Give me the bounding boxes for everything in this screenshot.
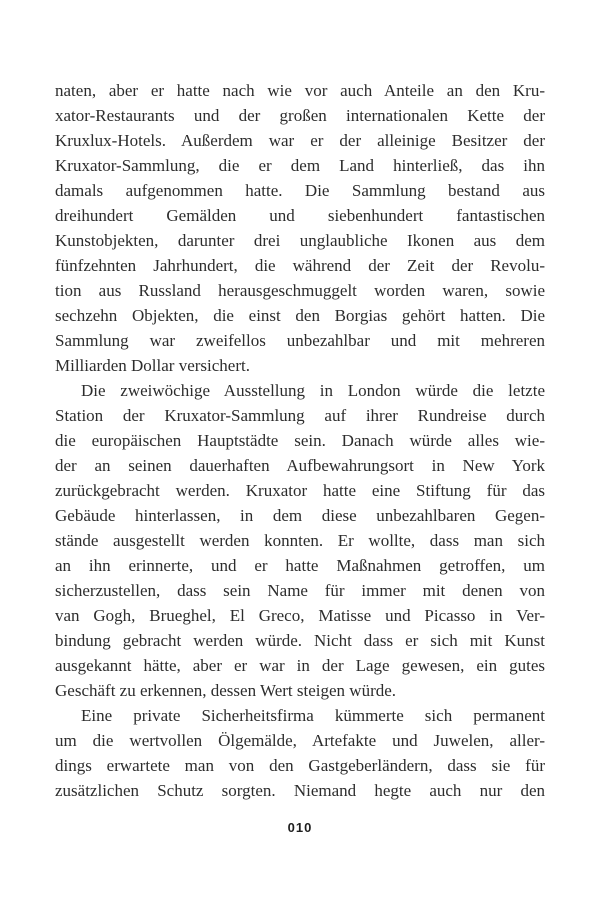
text-line: Gebäude hinterlassen, in dem diese unbezahlbaren Gegen- (55, 506, 545, 525)
text-line: zusätzlichen Schutz sorgten. Niemand hegte auch nur den (55, 781, 545, 800)
text-line: Geschäft zu erkennen, dessen Wert steigen würde. (55, 681, 397, 700)
text-line: Kruxator-Sammlung, die er dem Land hinterließ, das ihn (55, 156, 545, 175)
text-line: tion aus Russland herausgeschmuggelt worden waren, sowie (55, 281, 545, 300)
text-line: Eine private Sicherheitsfirma kümmerte sich permanent (81, 706, 545, 725)
text-line: Die zweiwöchige Ausstellung in London würde die letzte (81, 381, 545, 400)
text-line: um die wertvollen Ölgemälde, Artefakte und Juwelen, aller- (55, 731, 545, 750)
text-line: die europäischen Hauptstädte sein. Danach würde alles wie- (55, 431, 545, 450)
text-line: stände ausgestellt werden konnten. Er wollte, dass man sich (55, 531, 545, 550)
page-text-block (55, 78, 545, 803)
text-line: dings erwartete man von den Gastgeberländern, dass sie für (55, 756, 545, 775)
text-line: sicherzustellen, dass sein Name für immer mit denen von (55, 581, 545, 600)
text-line: fünfzehnten Jahrhundert, die während der Zeit der Revolu- (55, 256, 545, 275)
text-line: Station der Kruxator-Sammlung auf ihrer Rundreise durch (55, 406, 545, 425)
text-line: xator-Restaurants und der großen internationalen Kette der (55, 106, 545, 125)
paragraph-1 (55, 78, 545, 378)
text-line: damals aufgenommen hatte. Die Sammlung bestand aus (55, 181, 545, 200)
text-line: an ihn erinnerte, und er hatte Maßnahmen getroffen, um (55, 556, 545, 575)
text-line: van Gogh, Brueghel, El Greco, Matisse und Picasso in Ver- (55, 606, 545, 625)
text-line: Kruxlux-Hotels. Außerdem war er der alleinige Besitzer der (55, 131, 545, 150)
text-line: ausgekannt hätte, aber er war in der Lage gewesen, ein gutes (55, 656, 545, 675)
text-line: zurückgebracht werden. Kruxator hatte eine Stiftung für das (55, 481, 545, 500)
page-number: 010 (287, 820, 313, 835)
paragraph-2 (55, 378, 545, 703)
text-line: Kunstobjekten, darunter drei unglaubliche Ikonen aus dem (55, 231, 545, 250)
text-line: Milliarden Dollar versichert. (55, 356, 250, 375)
text-line: dreihundert Gemälden und siebenhundert fantastischen (55, 206, 545, 225)
text-line: bindung gebracht werden würde. Nicht dass er sich mit Kunst (55, 631, 545, 650)
text-line: sechzehn Objekten, die einst den Borgias gehört hatten. Die (55, 306, 545, 325)
text-line: der an seinen dauerhaften Aufbewahrungsort in New York (55, 456, 545, 475)
paragraph-3 (55, 703, 545, 803)
text-line: Sammlung war zweifellos unbezahlbar und mit mehreren (55, 331, 545, 350)
text-line: naten, aber er hatte nach wie vor auch Anteile an den Kru- (55, 81, 545, 100)
